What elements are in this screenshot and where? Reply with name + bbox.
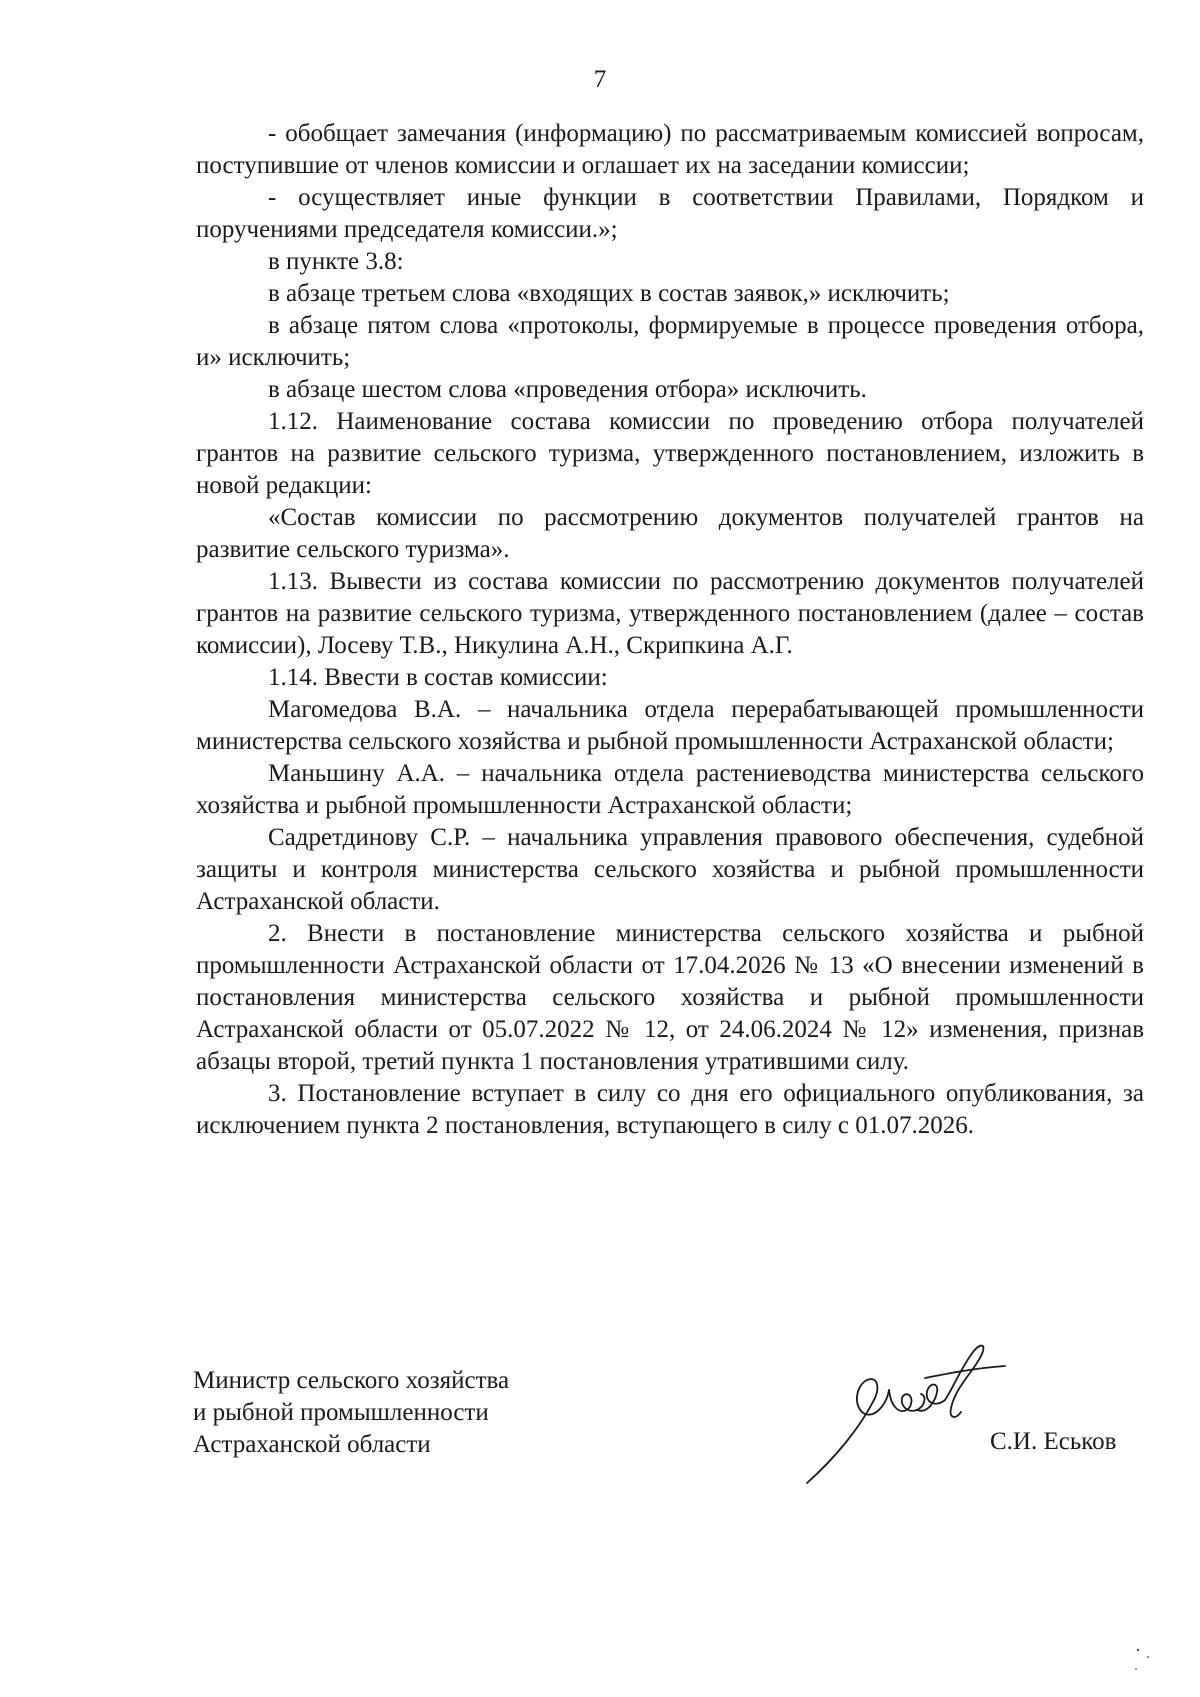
paragraph: 1.14. Ввести в состав комиссии:: [268, 664, 608, 691]
paragraph: в пункте 3.8:: [268, 248, 404, 275]
paragraph: 2. Внести в постановление министерства сельского хозяйства и рыбной промышленности Астраханской области от 17.04.2026 № 13 «О внесении изменений в постановления министерства сельского хозяйства и рыбной промышленности Астраханской области от 05.07.2022 № 12, от 24.06.2024 № 12» изменения, признав абзацы второй, третий пункта 1 постановления утратившими силу.: [196, 920, 1144, 1075]
paragraph: «Состав комиссии по рассмотрению документов получателей грантов на развитие сельского туризма».: [196, 504, 1144, 563]
paragraph: Садретдинову С.Р. – начальника управления правового обеспечения, судебной защиты и контроля министерства сельского хозяйства и рыбной промышленности Астраханской области.: [196, 824, 1144, 915]
signatory-title: [193, 1365, 509, 1461]
paragraph: Маньшину А.А. – начальника отдела растениеводства министерства сельского хозяйства и рыбной промышленности Астраханской области;: [196, 760, 1144, 819]
signatory-title-line: Министр сельского хозяйства: [193, 1367, 510, 1394]
signatory-title-line: Астраханской области: [193, 1431, 431, 1458]
page-number: 7: [593, 66, 607, 93]
paragraph: - осуществляет иные функции в соответствии Правилами, Порядком и поручениями председателя комиссии.»;: [196, 184, 1144, 243]
paragraph: Магомедова В.А. – начальника отдела перерабатывающей промышленности министерства сельского хозяйства и рыбной промышленности Астраханской области;: [196, 696, 1144, 755]
paragraph: 1.12. Наименование состава комиссии по проведению отбора получателей грантов на развитие сельского туризма, утвержденного постановлением, изложить в новой редакции:: [196, 408, 1144, 499]
paragraph: в абзаце третьем слова «входящих в состав заявок,» исключить;: [268, 280, 950, 307]
signatory-name: С.И. Еськов: [990, 1428, 1117, 1455]
handwritten-signature-icon: [805, 1338, 1025, 1488]
scan-dots-icon: [1130, 1645, 1160, 1675]
paragraph: в абзаце пятом слова «протоколы, формируемые в процессе проведения отбора, и» исключить;: [196, 312, 1144, 371]
signatory-title-line: и рыбной промышленности: [193, 1399, 489, 1426]
paragraph: 3. Постановление вступает в силу со дня его официального опубликования, за исключением пункта 2 постановления, вступающего в силу с 01.07.2026.: [196, 1080, 1144, 1139]
paragraph: 1.13. Вывести из состава комиссии по рассмотрению документов получателей грантов на развитие сельского туризма, утвержденного постановлением (далее – состав комиссии), Лосеву Т.В., Никулина А.Н., Скрипкина А.Г.: [196, 568, 1144, 659]
paragraph: в абзаце шестом слова «проведения отбора» исключить.: [268, 376, 867, 403]
paragraph: - обобщает замечания (информацию) по рассматриваемым комиссией вопросам, поступившие от членов комиссии и оглашает их на заседании комиссии;: [196, 120, 1144, 179]
document-body: [196, 118, 1144, 1142]
